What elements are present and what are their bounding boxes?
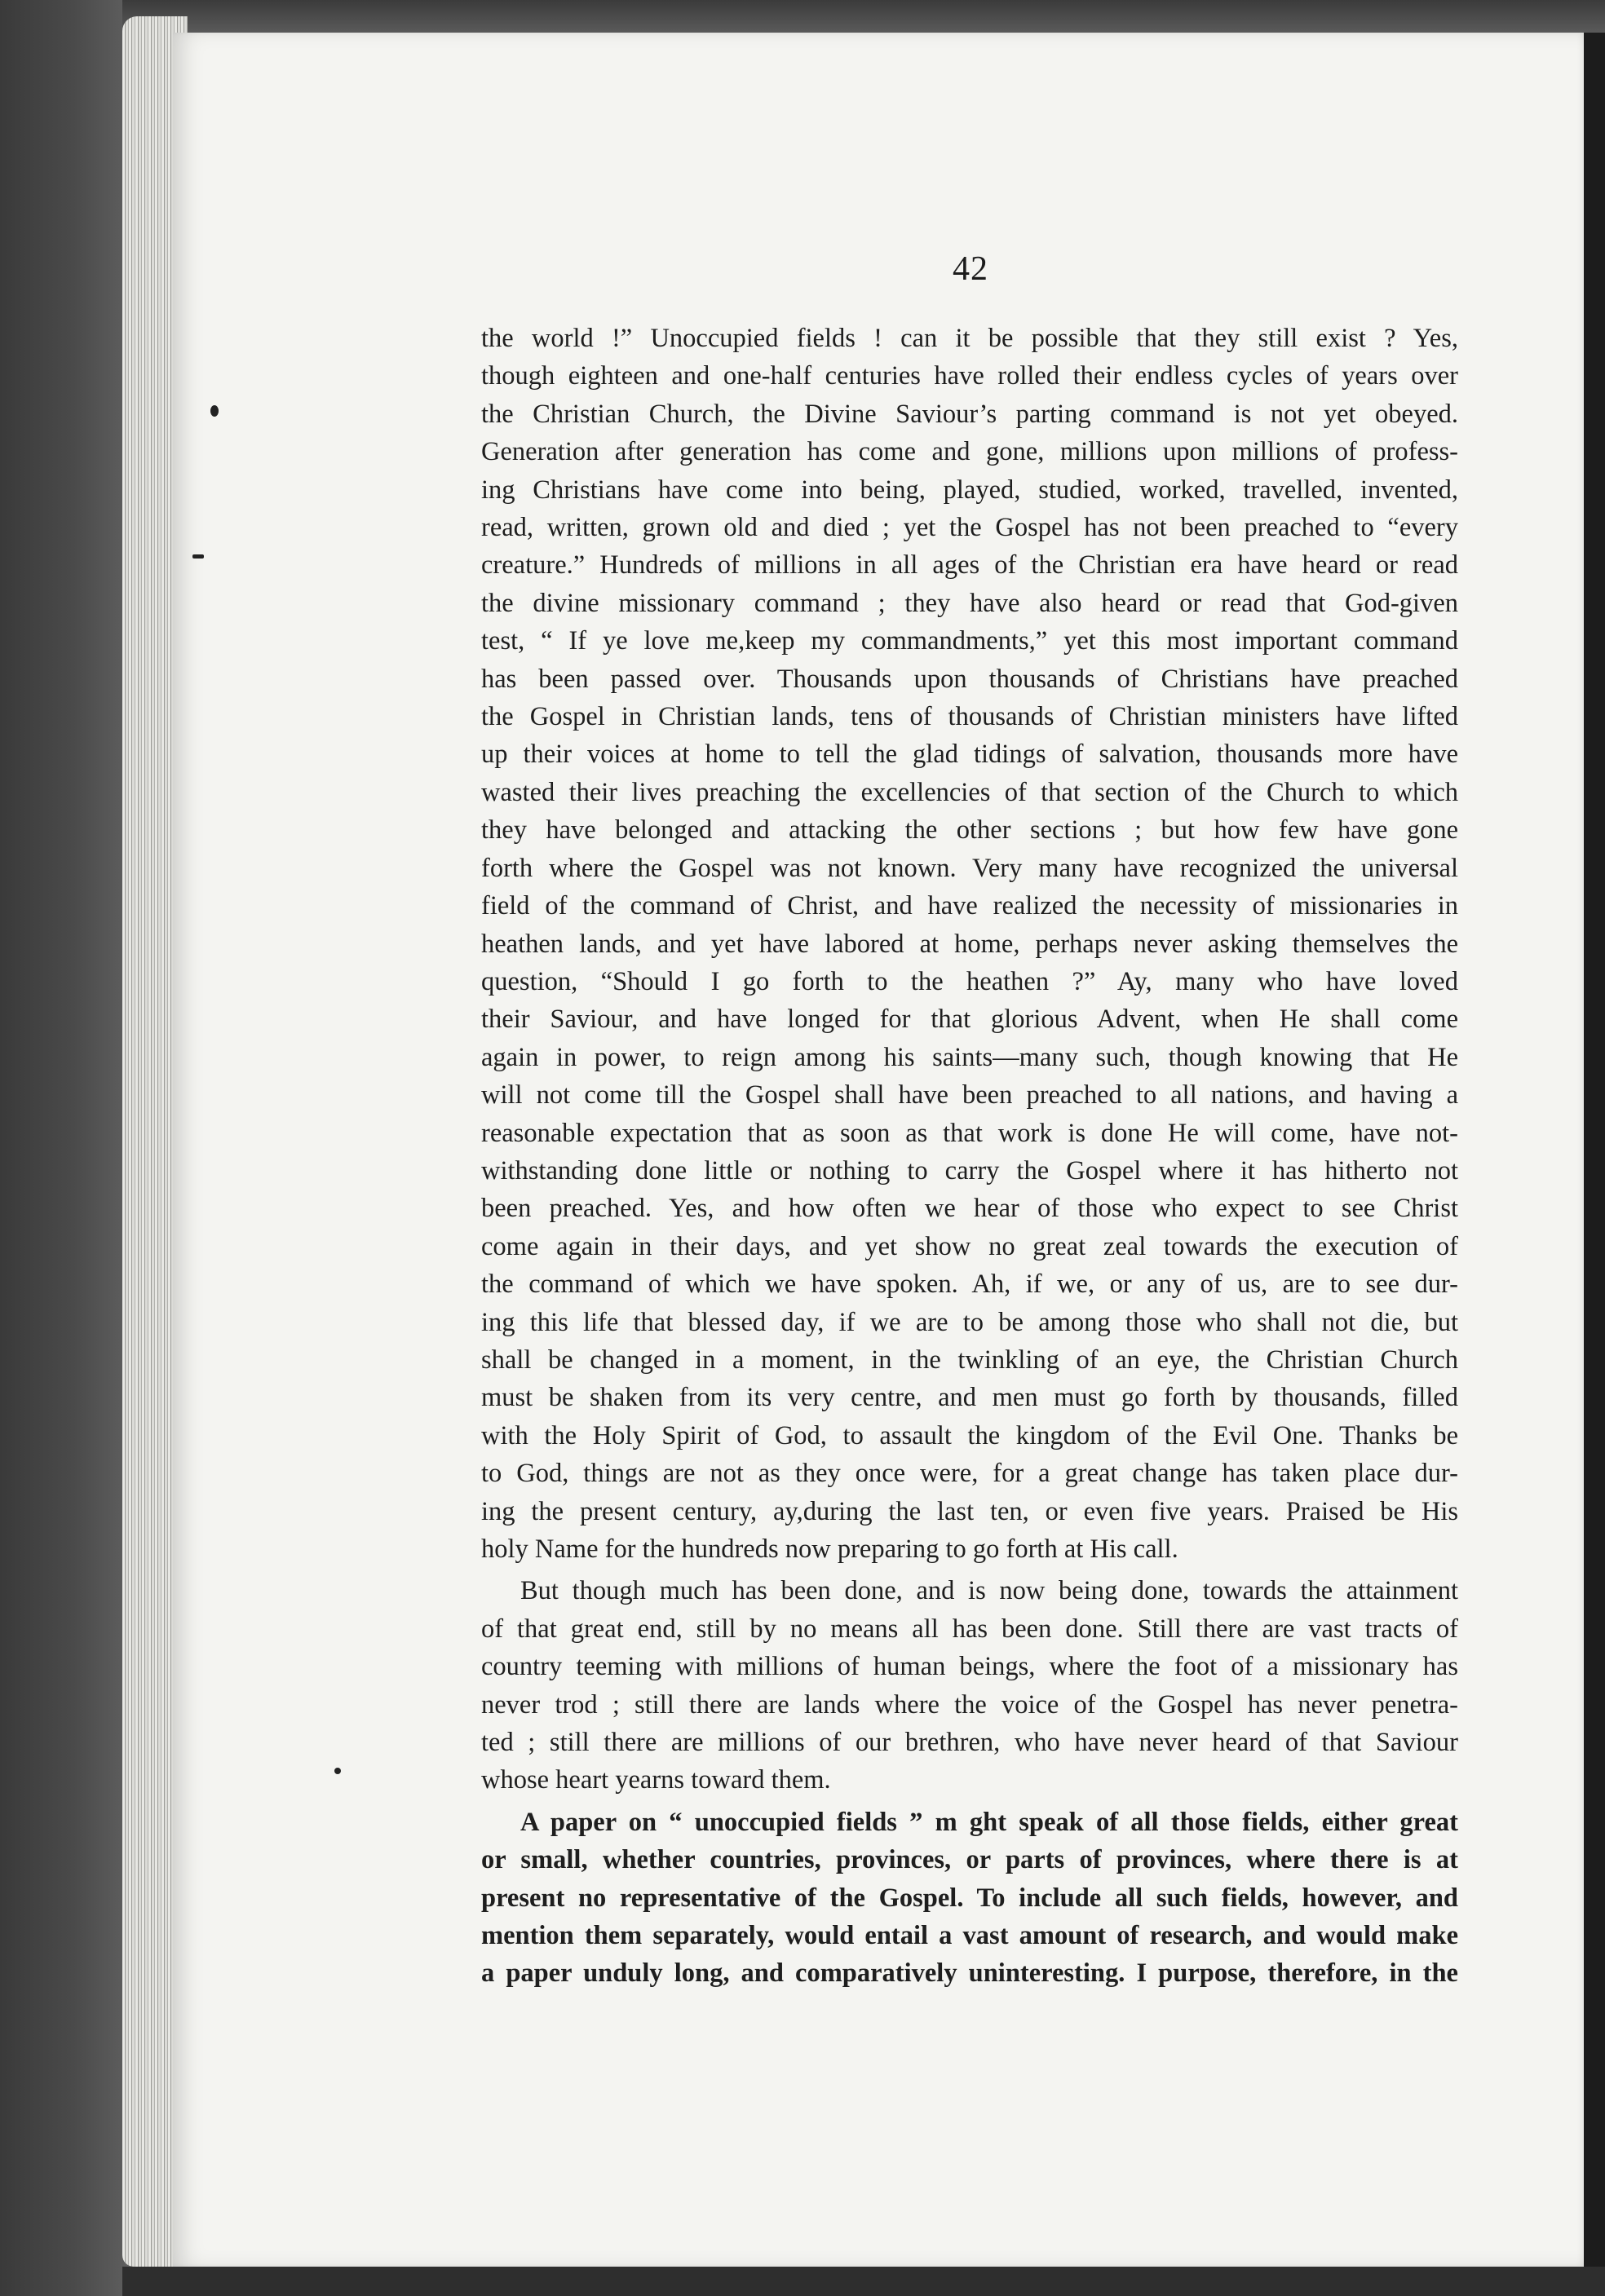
text-line: country teeming with millions of human beings, where the foot of a missionary has: [481, 1652, 1458, 1682]
text-line: whose heart yearns toward them.: [481, 1765, 831, 1795]
text-line: come again in their days, and yet show no great zeal towards the execution of: [481, 1231, 1458, 1261]
text-line: will not come till the Gospel shall have been preached to all nations, and having a: [481, 1080, 1458, 1110]
text-line: the command of which we have spoken. Ah, if we, or any of us, are to see dur-: [481, 1269, 1458, 1300]
margin-speck: [334, 1768, 341, 1774]
text-line: the Gospel in Christian lands, tens of thousands of Christian ministers have lifted: [481, 702, 1458, 732]
text-line: or small, whether countries, provinces, or parts of provinces, where there is at: [481, 1845, 1458, 1875]
text-line: wasted their lives preaching the excellencies of that section of the Church to which: [481, 777, 1458, 807]
paragraph-2: [481, 1572, 1458, 1799]
paragraph-3: [481, 1804, 1458, 1993]
book-bottom-edge: [122, 2267, 1605, 2296]
text-line: ted ; still there are millions of our brethren, who have never heard of that Saviour: [481, 1728, 1458, 1758]
text-line: forth where the Gospel was not known. Very many have recognized the universal: [481, 853, 1458, 883]
text-line: ing the present century, ay,during the last ten, or even five years. Praised be His: [481, 1496, 1458, 1526]
body-text: [481, 320, 1458, 1993]
text-line: ing this life that blessed day, if we are to be among those who shall not die, but: [481, 1307, 1458, 1337]
text-line: the Christian Church, the Divine Saviour’s parting command is not yet obeyed.: [481, 399, 1458, 429]
text-line: their Saviour, and have longed for that glorious Advent, when He shall come: [481, 1004, 1458, 1035]
paragraph-1: [481, 320, 1458, 1568]
text-line: again in power, to reign among his saints—many such, though knowing that He: [481, 1042, 1458, 1072]
book-right-edge: [1584, 33, 1605, 2296]
text-line: creature.” Hundreds of millions in all ages of the Christian era have heard or read: [481, 550, 1458, 581]
text-line: reasonable expectation that as soon as that work is done He will come, have not-: [481, 1118, 1458, 1148]
book-top-edge: [122, 0, 1605, 33]
text-line: A paper on “ unoccupied fields ” m ght speak of all those fields, either great: [520, 1807, 1458, 1837]
text-line: ing Christians have come into being, played, studied, worked, travelled, invented,: [481, 475, 1458, 505]
margin-speck: [210, 405, 219, 417]
text-line: up their voices at home to tell the glad tidings of salvation, thousands more have: [481, 740, 1458, 770]
text-line: must be shaken from its very centre, and men must go forth by thousands, filled: [481, 1383, 1458, 1413]
text-line: mention them separately, would entail a vast amount of research, and would make: [481, 1921, 1458, 1951]
text-line: the divine missionary command ; they have also heard or read that God-given: [481, 588, 1458, 618]
margin-speck: [192, 554, 204, 559]
text-line: with the Holy Spirit of God, to assault the kingdom of the Evil One. Thanks be: [481, 1420, 1458, 1450]
text-line: to God, things are not as they once were, for a great change has taken place dur-: [481, 1459, 1458, 1489]
text-line: field of the command of Christ, and have realized the necessity of missionaries in: [481, 891, 1458, 921]
text-line: a paper unduly long, and comparatively uninteresting. I purpose, therefore, in the: [481, 1958, 1458, 1989]
text-line: they have belonged and attacking the other sections ; but how few have gone: [481, 815, 1458, 846]
text-line: shall be changed in a moment, in the twinkling of an eye, the Christian Church: [481, 1344, 1458, 1375]
text-line: But though much has been done, and is now being done, towards the attainment: [520, 1576, 1458, 1606]
text-line: of that great end, still by no means all has been done. Still there are vast tracts of: [481, 1614, 1458, 1644]
text-line: withstanding done little or nothing to carry the Gospel where it has hitherto not: [481, 1155, 1458, 1186]
text-line: has been passed over. Thousands upon thousands of Christians have preached: [481, 664, 1458, 694]
page-number: 42: [953, 250, 988, 288]
text-line: present no representative of the Gospel. To include all such fields, however, and: [481, 1883, 1458, 1913]
text-line: question, “Should I go forth to the heathen ?” Ay, many who have loved: [481, 966, 1458, 996]
text-line: holy Name for the hundreds now preparing to go forth at His call.: [481, 1534, 1178, 1564]
text-line: though eighteen and one-half centuries have rolled their endless cycles of years over: [481, 361, 1458, 391]
text-line: read, written, grown old and died ; yet the Gospel has not been preached to “every: [481, 513, 1458, 543]
text-line: the world !” Unoccupied fields ! can it be possible that they still exist ? Yes,: [481, 324, 1458, 353]
text-line: heathen lands, and yet have labored at home, perhaps never asking themselves the: [481, 929, 1458, 959]
text-line: test, “ If ye love me,keep my commandments,” yet this most important command: [481, 626, 1458, 656]
text-line: Generation after generation has come and gone, millions upon millions of profess-: [481, 437, 1458, 467]
text-line: been preached. Yes, and how often we hear of those who expect to see Christ: [481, 1194, 1458, 1224]
text-line: never trod ; still there are lands where the voice of the Gospel has never penetra-: [481, 1689, 1458, 1720]
